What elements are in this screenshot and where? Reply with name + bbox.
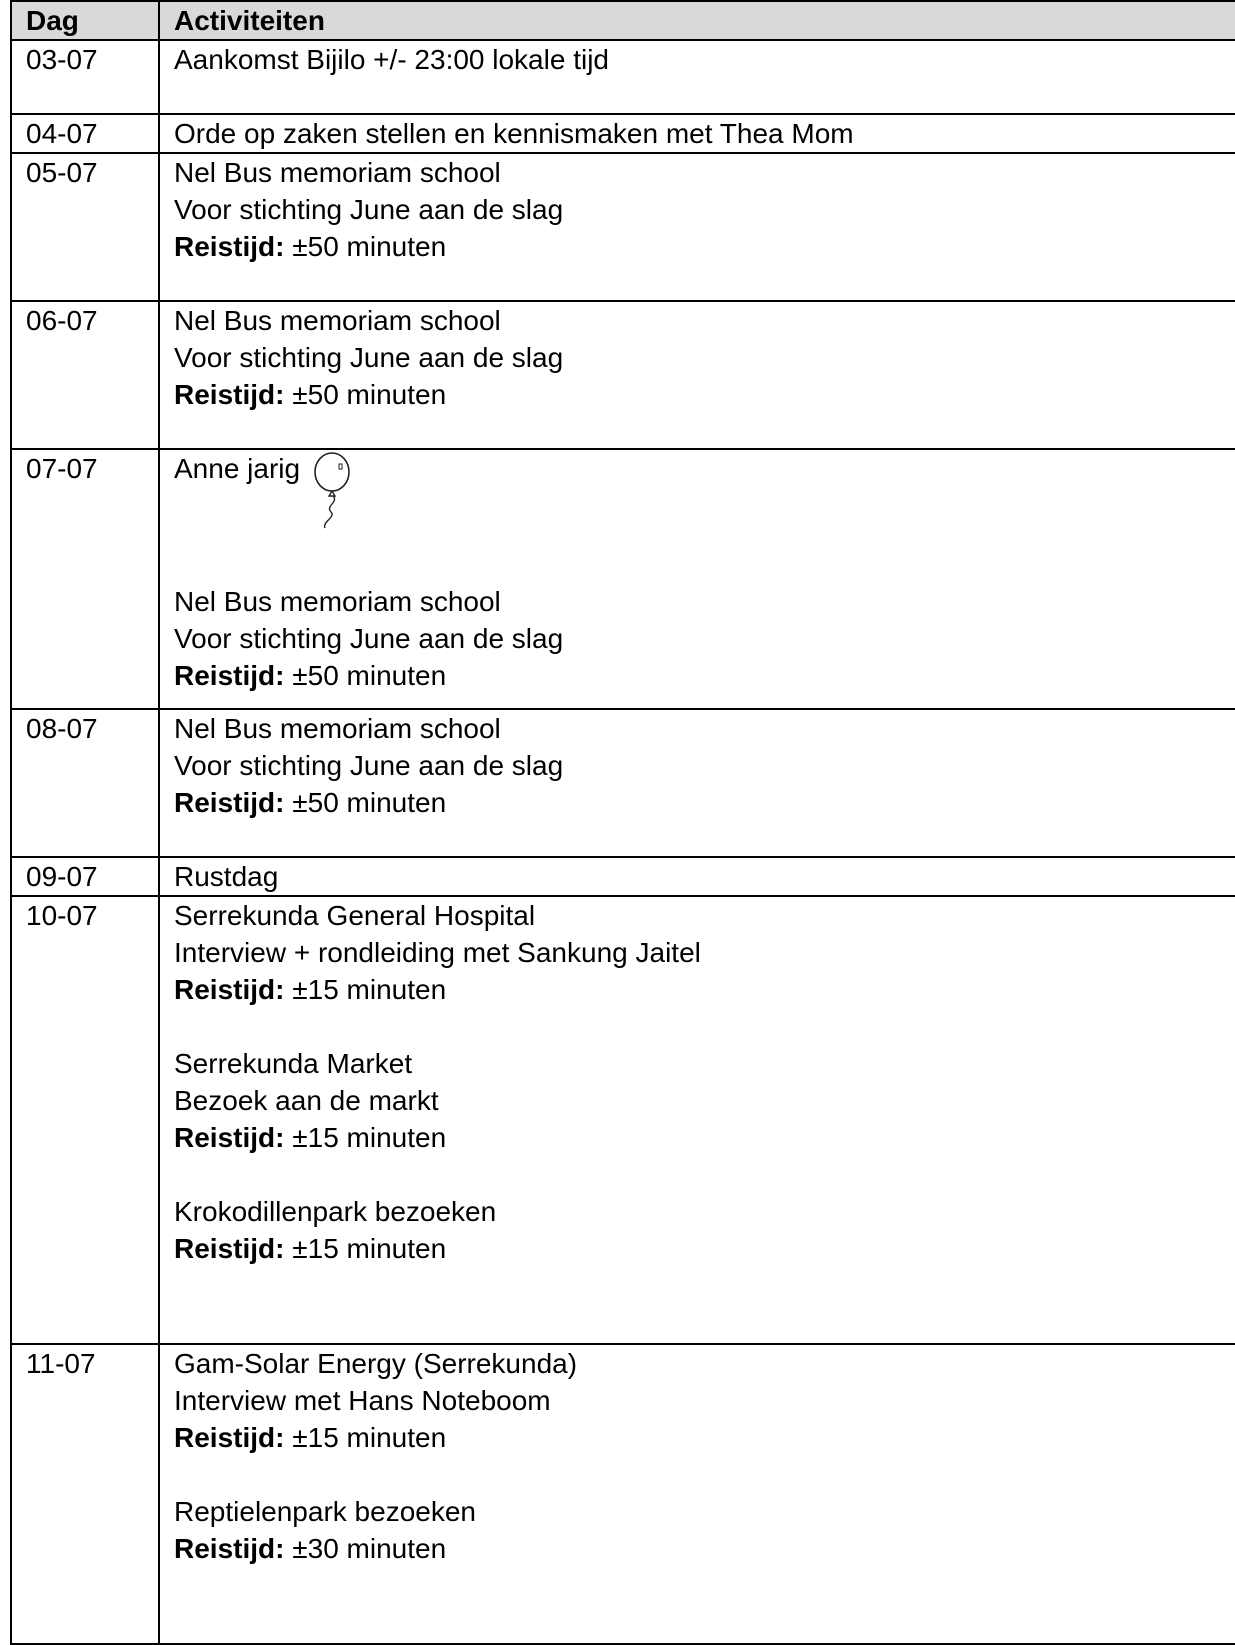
balloon-icon <box>302 450 374 546</box>
travel-time-label: Reistijd: <box>174 974 285 1005</box>
travel-time-line <box>174 971 1235 1008</box>
travel-time-label: Reistijd: <box>174 1233 285 1264</box>
activity-line: Nel Bus memoriam school <box>174 586 501 617</box>
day-cell: 08-07 <box>11 709 159 857</box>
day-cell: 09-07 <box>11 857 159 896</box>
travel-time-line <box>174 657 1235 694</box>
activity-line: Voor stichting June aan de slag <box>174 342 564 373</box>
travel-time-line <box>174 228 1235 265</box>
travel-time-line <box>174 1419 1235 1456</box>
birthday-line <box>174 450 1235 546</box>
activity-line: Rustdag <box>174 861 279 892</box>
activity-line: Nel Bus memoriam school <box>174 157 501 188</box>
travel-time-line <box>174 1530 1235 1567</box>
column-header-activities: Activiteiten <box>159 1 1235 40</box>
activities-cell <box>159 301 1235 449</box>
day-cell: 04-07 <box>11 114 159 153</box>
day-cell: 11-07 <box>11 1344 159 1644</box>
travel-time-label: Reistijd: <box>174 1122 285 1153</box>
activities-cell <box>159 40 1235 114</box>
table-row <box>11 153 1235 301</box>
activity-line: Voor stichting June aan de slag <box>174 750 564 781</box>
activities-cell <box>159 153 1235 301</box>
schedule-table <box>10 0 1235 1645</box>
travel-time-value: ±15 minuten <box>292 1122 447 1153</box>
travel-time-label: Reistijd: <box>174 379 285 410</box>
birthday-text: Anne jarig <box>174 453 301 484</box>
activity-line: Bezoek aan de markt <box>174 1085 439 1116</box>
day-cell: 10-07 <box>11 896 159 1344</box>
travel-time-value: ±50 minuten <box>292 660 447 691</box>
travel-time-value: ±50 minuten <box>292 379 447 410</box>
spacer <box>174 1008 1235 1045</box>
activity-line: Interview met Hans Noteboom <box>174 1385 551 1416</box>
travel-time-line <box>174 784 1235 821</box>
activities-cell <box>159 449 1235 709</box>
activity-line: Nel Bus memoriam school <box>174 713 501 744</box>
activity-line: Krokodillenpark bezoeken <box>174 1196 497 1227</box>
table-row <box>11 1344 1235 1644</box>
travel-time-label: Reistijd: <box>174 660 285 691</box>
column-header-day: Dag <box>11 1 159 40</box>
spacer <box>174 1156 1235 1193</box>
travel-time-value: ±50 minuten <box>292 787 447 818</box>
activity-line: Voor stichting June aan de slag <box>174 194 564 225</box>
day-cell: 05-07 <box>11 153 159 301</box>
travel-time-line <box>174 1119 1235 1156</box>
travel-time-value: ±15 minuten <box>292 1422 447 1453</box>
day-cell: 06-07 <box>11 301 159 449</box>
activity-line: Interview + rondleiding met Sankung Jaitel <box>174 937 701 968</box>
header-row <box>11 1 1235 40</box>
activity-line: Reptielenpark bezoeken <box>174 1496 476 1527</box>
travel-time-label: Reistijd: <box>174 1422 285 1453</box>
spacer <box>174 1456 1235 1493</box>
activity-line: Nel Bus memoriam school <box>174 305 501 336</box>
table-row <box>11 709 1235 857</box>
travel-time-value: ±30 minuten <box>292 1533 447 1564</box>
table-row <box>11 301 1235 449</box>
activities-cell <box>159 857 1235 896</box>
travel-time-value: ±50 minuten <box>292 231 447 262</box>
table-row <box>11 114 1235 153</box>
table-row <box>11 896 1235 1344</box>
activity-line: Gam-Solar Energy (Serrekunda) <box>174 1348 578 1379</box>
day-cell: 03-07 <box>11 40 159 114</box>
activity-line: Serrekunda General Hospital <box>174 900 536 931</box>
activity-line: Orde op zaken stellen en kennismaken met Thea Mom <box>174 118 854 149</box>
table-row <box>11 40 1235 114</box>
spacer <box>174 546 1235 583</box>
activity-line: Voor stichting June aan de slag <box>174 623 564 654</box>
travel-time-label: Reistijd: <box>174 231 285 262</box>
table-row <box>11 449 1235 709</box>
activities-cell <box>159 896 1235 1344</box>
travel-time-line <box>174 376 1235 413</box>
activity-line: Aankomst Bijilo +/- 23:00 lokale tijd <box>174 44 609 75</box>
travel-time-label: Reistijd: <box>174 787 285 818</box>
activities-cell <box>159 1344 1235 1644</box>
table-row <box>11 857 1235 896</box>
travel-time-line <box>174 1230 1235 1267</box>
travel-time-value: ±15 minuten <box>292 1233 447 1264</box>
activities-cell <box>159 709 1235 857</box>
activities-cell <box>159 114 1235 153</box>
travel-time-value: ±15 minuten <box>292 974 447 1005</box>
travel-time-label: Reistijd: <box>174 1533 285 1564</box>
activity-line: Serrekunda Market <box>174 1048 413 1079</box>
day-cell: 07-07 <box>11 449 159 709</box>
